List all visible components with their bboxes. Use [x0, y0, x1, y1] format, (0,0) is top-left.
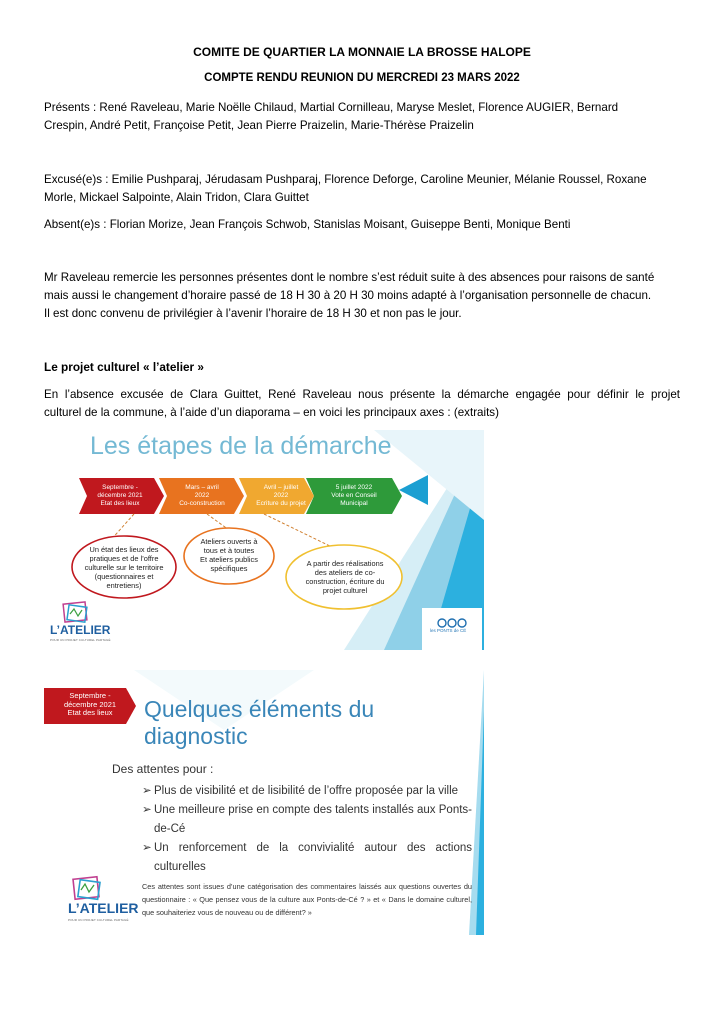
step-text: Ecriture du projet — [256, 500, 306, 507]
arrow-bullet-icon: ➢ — [142, 785, 152, 797]
step-text: Septembre - — [102, 484, 138, 491]
bubble-line: (questionnaires et — [94, 571, 154, 581]
step-text: décembre 2021 — [97, 492, 143, 499]
title-line: Quelques éléments du — [144, 696, 375, 722]
excused-line: Excusé(e)s : Emilie Pushparaj, Jérudasam Pushparaj, Florence Deforge, Caroline Meunier, Mélanie Roussel, Roxane — [44, 173, 647, 186]
bubble-line: Ateliers ouverts à — [200, 537, 258, 546]
intro-line: Il est donc convenu de privilégier à l’avenir l’horaire de 18 H 30 et non pas le jour. — [44, 307, 462, 320]
bubble-line: culturelle sur le territoire — [84, 562, 164, 572]
step-text: 2022 — [273, 492, 289, 499]
bubble-line: Un état des lieux des — [89, 544, 159, 554]
document-subtitle: COMPTE RENDU REUNION DU MERCREDI 23 MARS 2022 — [204, 72, 520, 84]
step-text: 5 juillet 2022 — [335, 484, 373, 491]
step-text: Mars – avril — [185, 484, 219, 491]
bullet-text: Un renforcement de la convivialité autour des actions culturelles — [154, 842, 472, 873]
atelier-logo-subtitle: POUR UN PROJET CULTUREL PARTAGÉ — [68, 918, 129, 922]
excused-line: Morle, Mickael Salpointe, Alain Tridon, Clara Guittet — [44, 191, 309, 204]
step-text: 2022 — [194, 492, 210, 499]
slide-title — [144, 696, 374, 750]
step-text: Etat des lieux — [100, 500, 140, 507]
intro-paragraph — [44, 269, 680, 323]
arrow-bullet-icon: ➢ — [142, 842, 152, 854]
title-line: diagnostic — [144, 723, 248, 749]
slide-title: Les étapes de la démarche — [90, 432, 392, 460]
banner-line: décembre 2021 — [63, 699, 117, 709]
bubble-line: spécifiques — [210, 564, 248, 573]
bubble-text — [184, 530, 274, 580]
bullet-text: Plus de visibilité et de lisibilité de l’offre proposée par la ville — [154, 785, 459, 797]
bullet-item — [142, 782, 472, 801]
intro-line: Mr Raveleau remercie les personnes présentes dont le nombre s’est réduit suite à des absences pour raisons de santé — [44, 271, 655, 284]
slide-intro: Des attentes pour : — [112, 762, 214, 776]
step-text: Municipal — [340, 500, 368, 507]
step-text: Co-construction — [179, 500, 225, 507]
intro-line: mais aussi le changement d’horaire passé de 18 H 30 à 20 H 30 moins adapté à l’organisation personnelle de chacun. — [44, 289, 652, 302]
culture-line: culturel de la commune, à l’aide d’un diaporama – en voici les principaux axes : (extraits) — [44, 406, 499, 419]
absent-list: Absent(e)s : Florian Morize, Jean François Schwob, Stanislas Moisant, Guiseppe Benti, Monique Benti — [44, 218, 571, 231]
bullet-item — [142, 801, 472, 839]
bubble-line: A partir des réalisations — [306, 559, 384, 568]
slide-diagnostic — [44, 670, 484, 935]
banner-line: Etat des lieux — [67, 708, 113, 717]
step-text: Vote en Conseil — [331, 492, 377, 499]
excused-list — [44, 171, 680, 207]
bullet-text: Une meilleure prise en compte des talents installés aux Ponts-de-Cé — [154, 804, 472, 835]
bullet-item — [142, 839, 472, 877]
section-heading: Le projet culturel « l’atelier » — [44, 360, 204, 374]
slide-etapes — [44, 430, 484, 650]
present-line: Crespin, André Petit, Françoise Petit, Jean Pierre Praizelin, Marie-Thérèse Praizelin — [44, 119, 474, 132]
bubble-line: entretiens) — [106, 580, 142, 590]
step-label — [309, 478, 399, 514]
culture-paragraph — [44, 386, 680, 422]
step-label — [79, 478, 161, 514]
document-title: COMITE DE QUARTIER LA MONNAIE LA BROSSE HALOPE — [193, 45, 531, 59]
arrow-bullet-icon: ➢ — [142, 804, 152, 816]
bubble-text — [290, 548, 400, 606]
bubble-line: pratiques et de l’offre — [89, 553, 159, 563]
present-list — [44, 99, 680, 135]
step-text: Avril – juillet — [263, 484, 299, 491]
step-label — [161, 478, 243, 514]
bubble-line: tous et à toutes — [203, 546, 255, 555]
atelier-logo-subtitle: POUR UN PROJET CULTUREL PARTAGÉ — [50, 638, 111, 642]
city-logo: les PONTS de CÉ — [430, 628, 467, 633]
bubble-line: construction, écriture du — [305, 577, 385, 586]
bubble-line: projet culturel — [322, 586, 368, 595]
present-line: Présents : René Raveleau, Marie Noëlle Chilaud, Martial Cornilleau, Maryse Meslet, Florence AUGIER, Bernard — [44, 101, 619, 114]
bullet-list — [142, 782, 472, 877]
culture-line: En l’absence excusée de Clara Guittet, René Raveleau nous présente la démarche engagée pour définir le projet — [44, 388, 680, 401]
bubble-line: des ateliers de co- — [314, 568, 376, 577]
bubble-text — [74, 538, 174, 596]
stage-banner-text — [50, 692, 130, 718]
atelier-logo: L’ATELIER — [68, 900, 139, 916]
atelier-logo: L’ATELIER — [50, 623, 111, 637]
banner-line: Septembre - — [69, 691, 111, 700]
bubble-line: Et ateliers publics — [200, 555, 258, 564]
slide-footnote: Ces attentes sont issues d’une catégorisation des commentaires laissés aux questions ouvertes du questionnaire : « Que pensez vous de la culture aux Ponts-de-Cé ? » et « Dans le domaine culturel, que souhaiteriez vous de nouveau ou de différent? » — [142, 882, 472, 917]
